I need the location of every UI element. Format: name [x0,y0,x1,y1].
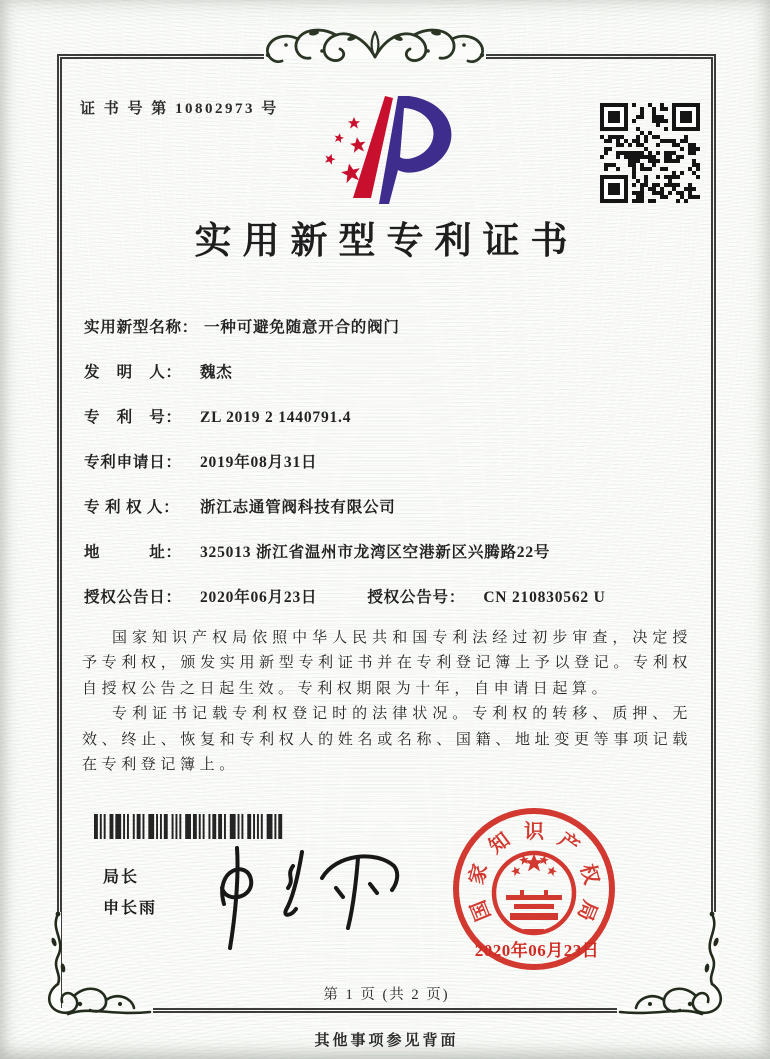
field-row-filing-date [84,451,696,475]
svg-text:识: 识 [524,821,544,843]
field-value: 浙江志通管阀科技有限公司 [200,499,396,516]
svg-text:权: 权 [575,861,603,887]
bottom-left-corner-ornament [28,912,153,1034]
svg-text:局: 局 [572,896,601,924]
field-value: 一种可避免随意开合的阀门 [204,319,400,336]
certificate-title: 实用新型专利证书 [194,221,579,262]
svg-text:家: 家 [465,861,493,887]
top-flourish-ornament [252,25,498,77]
field-label: 授权公告日： [84,589,182,606]
field-value: 2020年06月23日 [200,589,318,606]
barcode-icon [94,814,288,839]
field-row-inventor [84,361,696,385]
field-value: 325013 浙江省温州市龙湾区空港新区兴腾路22号 [200,544,551,561]
signer-title: 局长 [103,869,140,886]
field-label: 专 利 权 人： [84,499,180,516]
svg-text:知: 知 [485,828,515,859]
field-label: 专利申请日： [84,454,182,471]
field-label: 发 明 人： [84,364,182,381]
field-value: 2019年08月31日 [200,454,318,471]
signer-name: 申长雨 [103,900,158,917]
certificate-number: 证 书 号 第 10802973 号 [80,101,279,117]
page-number: 第 1 页 (共 2 页) [323,987,450,1003]
svg-text:国: 国 [467,896,496,924]
svg-text:产: 产 [553,828,583,859]
bottom-right-corner-ornament [617,912,742,1034]
field-row-grant [84,586,696,610]
field-value: 魏杰 [200,364,233,381]
body-paragraph: 国家知识产权局依照中华人民共和国专利法经过初步审查，决定授予专利权，颁发实用新型专利证书并在专利登记簿上予以登记。专利权自授权公告之日起生效。专利权期限为十年，自申请日起算。 [82,630,692,697]
field-label: 地 址： [84,544,182,561]
signature-handwriting [196,838,411,953]
field-row-patent-no [84,406,696,430]
field-label: 实用新型名称： [84,319,199,336]
field-value: CN 210830562 U [483,589,606,606]
field-label: 授权公告号： [367,589,466,606]
field-label: 专 利 号： [84,409,182,426]
field-row-patentee [84,496,696,520]
field-value: ZL 2019 2 1440791.4 [200,409,352,426]
seal-date: 2020年06月23日 [474,941,600,960]
body-text [82,626,692,778]
field-row-name [84,316,696,340]
field-row-address [84,541,696,565]
cnipa-logo-icon [305,86,465,206]
field-pair-grant-no [367,586,605,610]
field-list [84,316,696,631]
qr-code-icon [600,103,700,203]
body-paragraph: 专利证书记载专利权登记时的法律状况。专利权的转移、质押、无效、终止、恢复和专利权人的姓名或名称、国籍、地址变更等事项记载在专利登记簿上。 [82,706,692,774]
back-note: 其他事项参见背面 [314,1033,459,1049]
